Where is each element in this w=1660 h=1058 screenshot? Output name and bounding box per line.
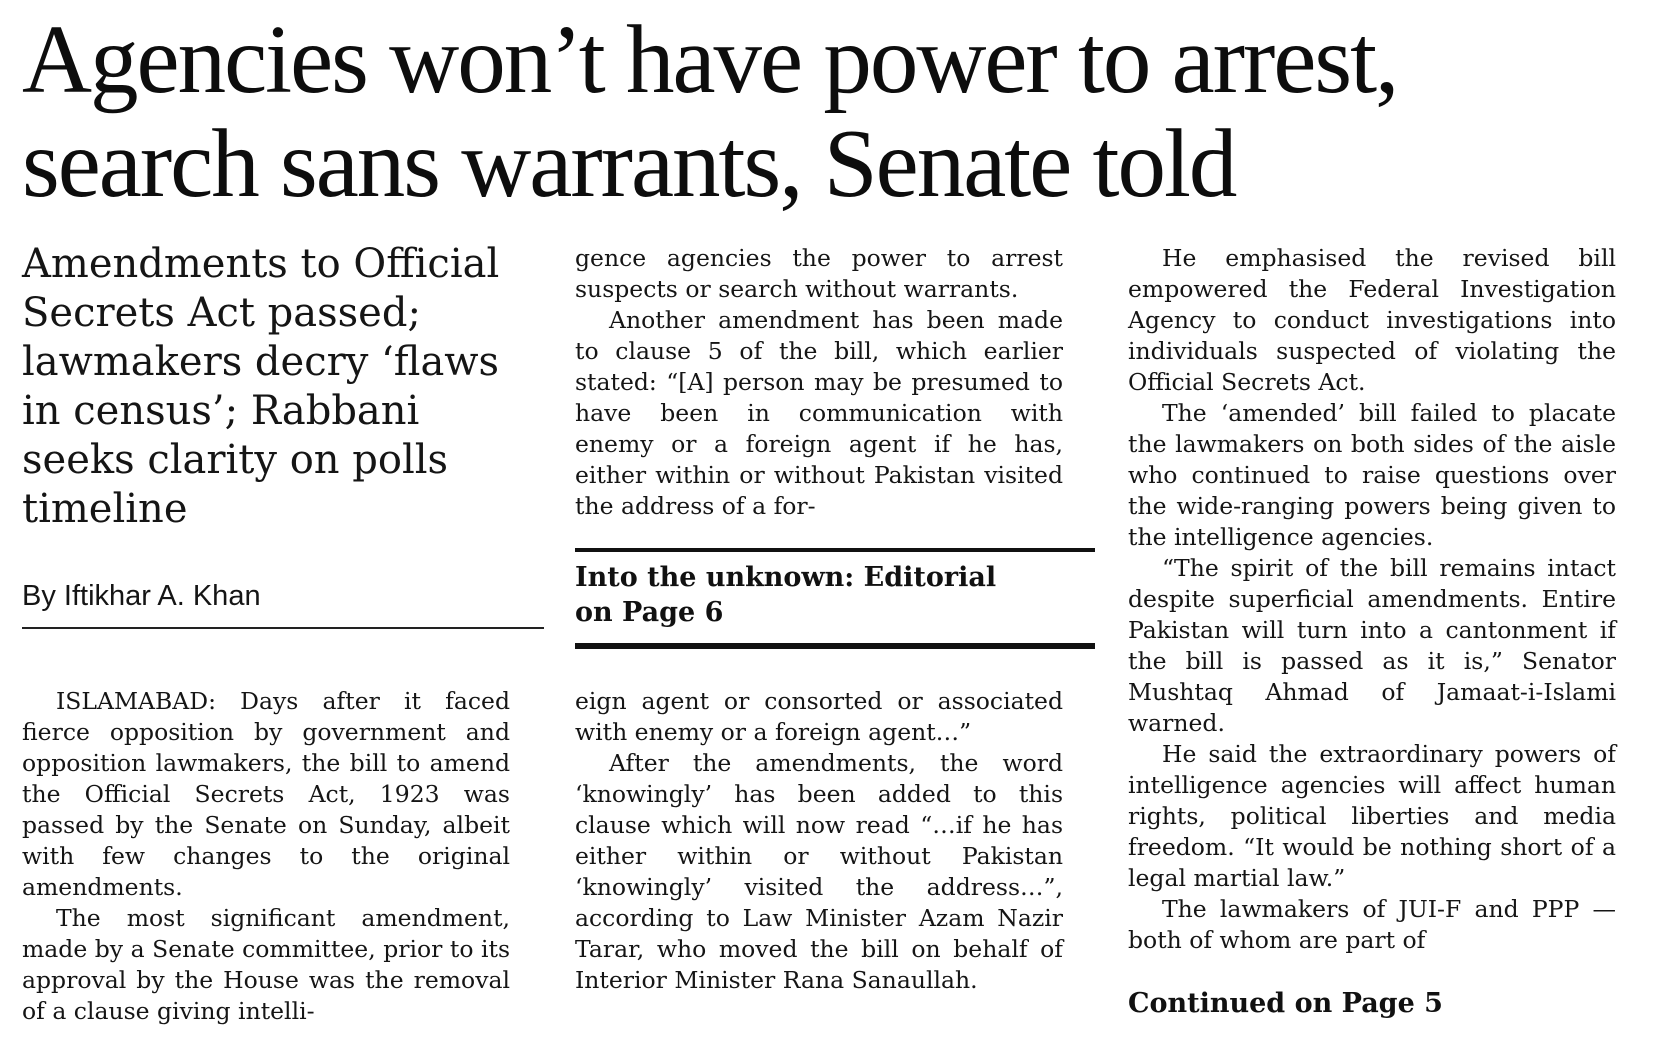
strap-line: Amendments to Official <box>22 241 500 287</box>
column-3-body <box>1128 243 1616 956</box>
column-2-bottom <box>575 686 1063 996</box>
editorial-top-rule <box>575 548 1095 552</box>
paragraph: The most significant amendment, made by a Senate committee, prior to its approval by the House was the removal of a clause giving intelli- <box>22 904 510 1025</box>
paragraph: He said the extraordinary powers of intelligence agencies will affect human rights, political liberties and media freedom. “It would be nothing short of a legal martial law.” <box>1128 740 1616 892</box>
strapline <box>22 240 532 534</box>
paragraph: ISLAMABAD: Days after it faced fierce opposition by government and opposition lawmakers, the bill to amend the Official Secrets Act, 1923 was passed by the Senate on Sunday, albeit with few changes to the original amendments. <box>22 687 510 901</box>
byline-divider <box>22 627 544 629</box>
strap-line: timeline <box>22 486 188 532</box>
paragraph: The lawmakers of JUI-F and PPP — both of whom are part of <box>1128 895 1616 954</box>
paragraph: He emphasised the revised bill empowered the Federal Investigation Agency to conduct investigations into individuals suspected of violating the Official Secrets Act. <box>1128 244 1616 396</box>
strap-line: in census’; Rabbani <box>22 388 420 434</box>
paragraph: After the amendments, the word ‘knowingly’ has been added to this clause which will now read “…if he has either within or without Pakistan ‘knowingly’ visited the address…”, according to Law Minister Azam Nazir Tarar, who moved the bill on behalf of Interior Minister Rana Sanaullah. <box>575 749 1063 994</box>
editorial-line-1: Into the unknown: Editorial <box>575 562 997 593</box>
headline-line-1: Agencies won’t have power to arrest, <box>22 6 1398 113</box>
column-2-top <box>575 243 1063 522</box>
paragraph: gence agencies the power to arrest suspects or search without warrants. <box>575 244 1063 303</box>
headline <box>22 8 1642 216</box>
byline: By Iftikhar A. Khan <box>22 580 261 612</box>
editorial-pointer[interactable] <box>575 560 1095 630</box>
strap-line: seeks clarity on polls <box>22 437 449 483</box>
strap-line: lawmakers decry ‘flaws <box>22 339 500 385</box>
editorial-line-2: on Page 6 <box>575 597 724 628</box>
column-1-body <box>22 686 510 1027</box>
editorial-bottom-rule <box>575 643 1095 649</box>
headline-line-2: search sans warrants, Senate told <box>22 110 1236 217</box>
paragraph: Another amendment has been made to clause 5 of the bill, which earlier stated: “[A] person may be presumed to have been in communication with enemy or a foreign agent if he has, either within or without Pakistan visited the address of a for- <box>575 306 1063 520</box>
paragraph: eign agent or consorted or associated with enemy or a foreign agent…” <box>575 687 1063 746</box>
continued-jump-link[interactable]: Continued on Page 5 <box>1128 988 1443 1019</box>
paragraph: “The spirit of the bill remains intact despite superficial amendments. Entire Pakistan will turn into a cantonment if the bill is passed as it is,” Senator Mushtaq Ahmad of Jamaat-i-Islami warned. <box>1128 554 1616 737</box>
paragraph: The ‘amended’ bill failed to placate the lawmakers on both sides of the aisle who continued to raise questions over the wide-ranging powers being given to the intelligence agencies. <box>1128 399 1616 551</box>
strap-line: Secrets Act passed; <box>22 290 421 336</box>
